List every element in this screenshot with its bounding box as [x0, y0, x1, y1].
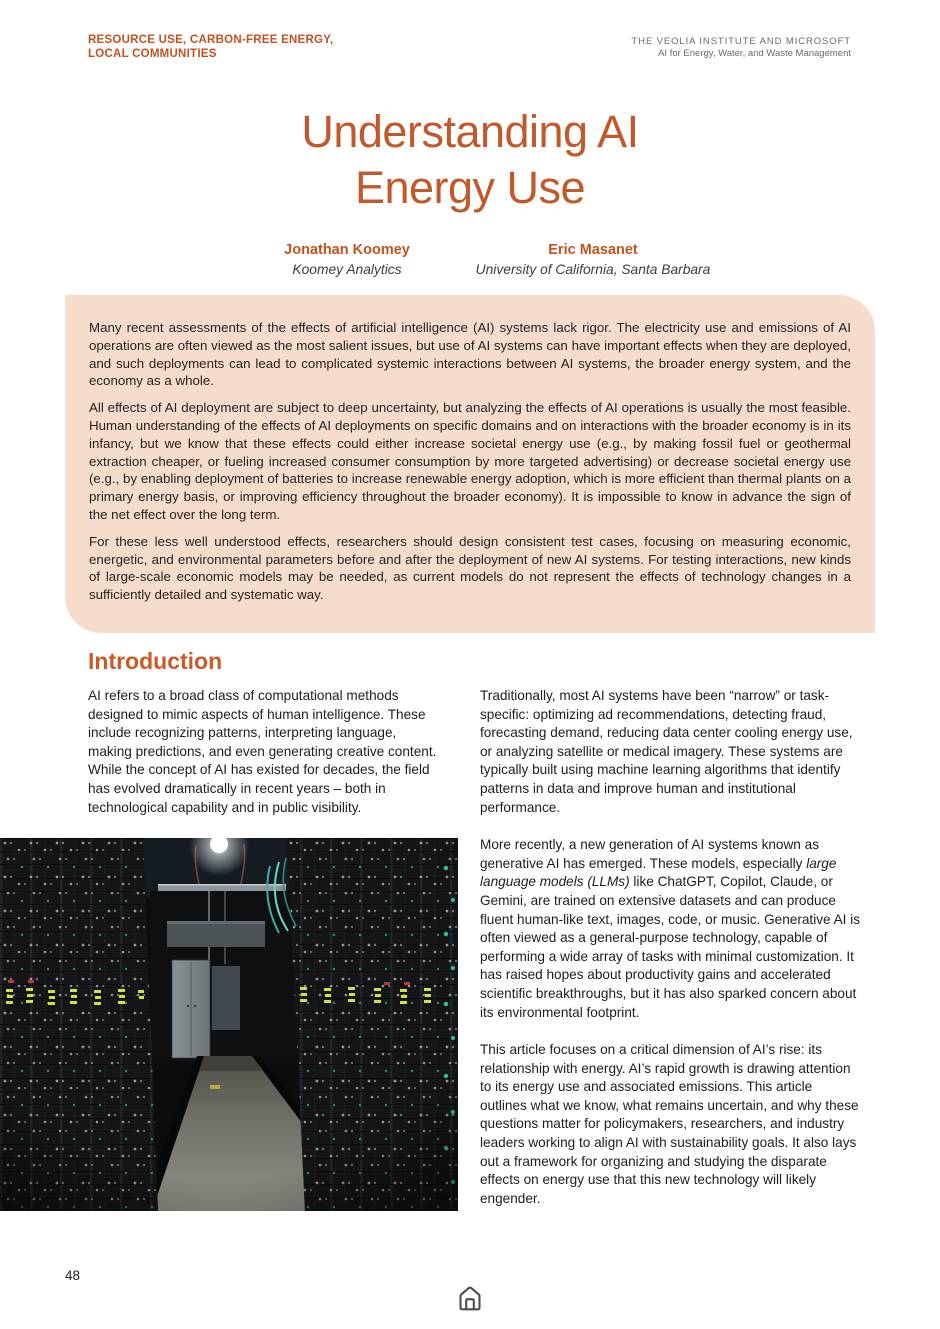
author-1 — [224, 241, 470, 278]
intro-left-paragraph: AI refers to a broad class of computational methods designed to mimic aspects of human intelligence. These include recognizing patterns, interpreting language, making predictions, and even generating creative content. While the concept of AI has existed for decades, the field has evolved dramatically in recent years – both in technological capability and in public visibility. — [88, 688, 437, 815]
abstract-box — [65, 295, 875, 633]
header-right-line2: AI for Energy, Water, and Waste Management — [658, 48, 851, 59]
abstract-paragraph-2: All effects of AI deployment are subject to deep uncertainty, but analyzing the effects of AI operations is usually the most feasible. Human understanding of the effects of AI deployments on specific domains and on interactions with the broader economy is in its infancy, but we know that these effects could either increase societal energy use (e.g., by making fossil fuel or geothermal extraction cheaper, or fueling increased consumer consumption by more targeted advertising) or decrease societal energy use (e.g., by enabling deployment of batteries to increase renewable energy adoption, which is more efficient than thermal plants on a primary energy basis, or improving efficiency throughout the broader economy). It is impossible to know in advance the sign of the net effect over the long term. — [89, 400, 851, 522]
header-publication — [631, 36, 851, 60]
italic-term-llms: large language models (LLMs) — [480, 855, 837, 890]
author-2-affiliation: University of California, Santa Barbara — [475, 262, 711, 277]
intro-right-paragraph-3: This article focuses on a critical dimension of AI’s rise: its relationship with energy. AI’s rapid growth is drawing attention to its energy use and associated emissions. This article outlines what we know, what remains uncertain, and why these questions matter for policymakers, researchers, and industry leaders working to align AI with sustainability goals. It also lays out a framework for organizing and studying the disparate effects on energy use that this new technology will likely engender. — [480, 1042, 859, 1206]
abstract-paragraph-3: For these less well understood effects, researchers should design consistent test cases, focusing on measuring economic, energetic, and environmental parameters before and after the deployment of new AI systems. For testing interactions, new kinds of large-scale economic models may be needed, as current models do not represent the effects of technology changes in a sufficiently detailed and systematic way. — [89, 533, 851, 603]
page-title-line1: Understanding AI — [301, 106, 639, 157]
author-1-name: Jonathan Koomey — [284, 242, 410, 258]
page-number: 48 — [65, 1268, 81, 1283]
intro-right-paragraph-2 — [480, 836, 862, 1022]
datacenter-photo — [0, 838, 458, 1211]
author-2 — [470, 241, 716, 278]
header-left-line1: RESOURCE USE, CARBON-FREE ENERGY, — [88, 34, 334, 46]
home-icon[interactable] — [454, 1283, 486, 1313]
header-right-line1: THE VEOLIA INSTITUTE AND MICROSOFT — [631, 36, 851, 47]
home-icon-glyph — [454, 1283, 486, 1313]
page-title-line2: Energy Use — [354, 162, 586, 213]
paragraph-2-text-cont: like ChatGPT, Copilot, Claude, or Gemini, are trained on extensive datasets and can produce fluent human-like text, images, code, or music. Generative AI is often viewed as a general-purpose technology, capable of performing a wide array of tasks with minimal customization. It has raised hopes about productivity gains and accelerated scientific breakthroughs, but it has also sparked concern about its environmental footprint. — [480, 874, 861, 1020]
header-left-line2: LOCAL COMMUNITIES — [88, 48, 217, 60]
abstract-paragraph-1: Many recent assessments of the effects of artificial intelligence (AI) systems lack rigor. The electricity use and emissions of AI operations are often viewed as the most salient issues, but use of AI systems can have important effects when they are deployed, and such deployments can lead to complicated systemic interactions between AI systems, the broader energy system, and the economy as a whole. — [89, 320, 851, 389]
page-title — [0, 104, 940, 216]
author-block — [0, 241, 940, 278]
paragraph-2-text: More recently, a new generation of AI systems known as generative AI has emerged. These models, especially — [480, 837, 819, 871]
intro-right-paragraph-1: Traditionally, most AI systems have been “narrow” or task-specific: optimizing ad recommendations, detecting fraud, forecasting demand, reducing data center cooling energy use, or analyzing satellite or medical imagery. These systems are typically built using machine learning algorithms that identify patterns in data and improve human and institutional performance. — [480, 688, 853, 815]
author-1-affiliation: Koomey Analytics — [292, 262, 402, 277]
author-2-name: Eric Masanet — [548, 242, 638, 258]
section-heading-introduction: Introduction — [88, 648, 223, 674]
intro-right-column — [480, 687, 862, 1227]
datacenter-photo-illustration — [0, 838, 458, 1211]
header-section-label — [88, 33, 333, 61]
intro-left-column — [88, 687, 440, 817]
